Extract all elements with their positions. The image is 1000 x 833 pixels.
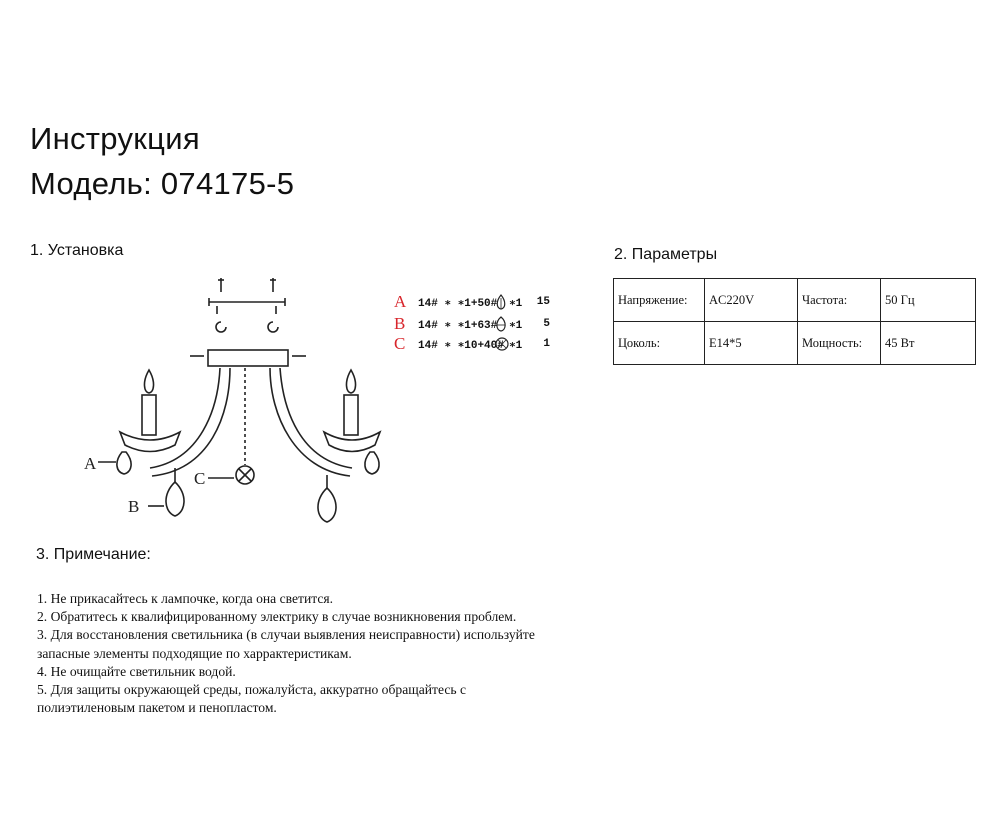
param-label-power: Мощность: <box>798 322 881 365</box>
legend-multiplier: ∗1 <box>509 340 523 352</box>
legend-letter: B <box>394 314 406 333</box>
parameters-heading: 2. Параметры <box>614 246 718 263</box>
model-number: Модель: 074175-5 <box>30 166 295 201</box>
candle-left <box>142 395 156 435</box>
legend-row-c <box>394 334 564 354</box>
table-row <box>614 279 976 322</box>
oval-crystal-icon <box>495 316 507 332</box>
note-item: 2. Обратитесь к квалифицированному электрику в случае возникновения проблем. <box>37 609 517 625</box>
ball-crystal-icon <box>495 336 509 352</box>
legend-row-a <box>394 292 564 312</box>
param-value-frequency: 50 Гц <box>881 279 976 322</box>
notes-list <box>37 590 547 717</box>
param-value-power: 45 Вт <box>881 322 976 365</box>
crystal-b-right <box>318 488 336 522</box>
note-item: 5. Для защиты окружающей среды, пожалуйста, аккуратно обращайтесь с полиэтиленовым пакетом и пенопластом. <box>37 682 466 716</box>
param-label-socket: Цоколь: <box>614 322 705 365</box>
candle-right <box>344 395 358 435</box>
legend-spec: 14# ∗ ∗1+63# <box>418 320 498 332</box>
arm-right-outer <box>280 368 352 468</box>
legend-spec: 14# ∗ ∗10+40# <box>418 340 504 352</box>
mount-screw-right <box>270 278 276 292</box>
legend-multiplier: ∗1 <box>509 320 523 332</box>
crystal-b-left <box>166 482 184 516</box>
diagram-label-b: B <box>128 497 140 516</box>
diagram-label-c: C <box>194 469 206 488</box>
param-value-voltage: AC220V <box>705 279 798 322</box>
diagram-label-a: A <box>84 454 97 473</box>
flame-right <box>346 370 355 393</box>
notes-heading: 3. Примечание: <box>36 546 151 563</box>
hook-right <box>268 322 278 332</box>
mount-screw-left <box>218 278 224 292</box>
installation-heading: 1. Установка <box>30 242 124 259</box>
legend-letter: C <box>394 334 406 353</box>
param-label-voltage: Напряжение: <box>614 279 705 322</box>
teardrop-crystal-icon <box>495 294 507 310</box>
param-value-socket: E14*5 <box>705 322 798 365</box>
legend-row-b <box>394 314 564 334</box>
note-item: 3. Для восстановления светильника (в случаи выявления неисправности) используйте запасные элементы подходящие по харрактеристикам. <box>37 627 535 661</box>
parameters-table <box>613 278 976 365</box>
flame-left <box>144 370 153 393</box>
legend-count: 1 <box>543 338 550 350</box>
hook-left <box>216 322 226 332</box>
crystal-a-right <box>365 452 379 474</box>
table-row <box>614 322 976 365</box>
legend-count: 5 <box>543 318 550 330</box>
chandelier-diagram <box>80 270 400 530</box>
crystal-a-left <box>117 452 131 474</box>
legend-spec: 14# ∗ ∗1+50# <box>418 298 498 310</box>
param-label-frequency: Частота: <box>798 279 881 322</box>
arm-left-outer <box>150 368 220 468</box>
legend-multiplier: ∗1 <box>509 298 523 310</box>
legend-letter: A <box>394 292 407 311</box>
canopy <box>208 350 288 366</box>
note-item: 4. Не очищайте светильник водой. <box>37 663 236 679</box>
document-title: Инструкция <box>30 121 200 156</box>
note-item: 1. Не прикасайтесь к лампочке, когда она светится. <box>37 591 334 606</box>
legend-count: 15 <box>536 296 550 308</box>
